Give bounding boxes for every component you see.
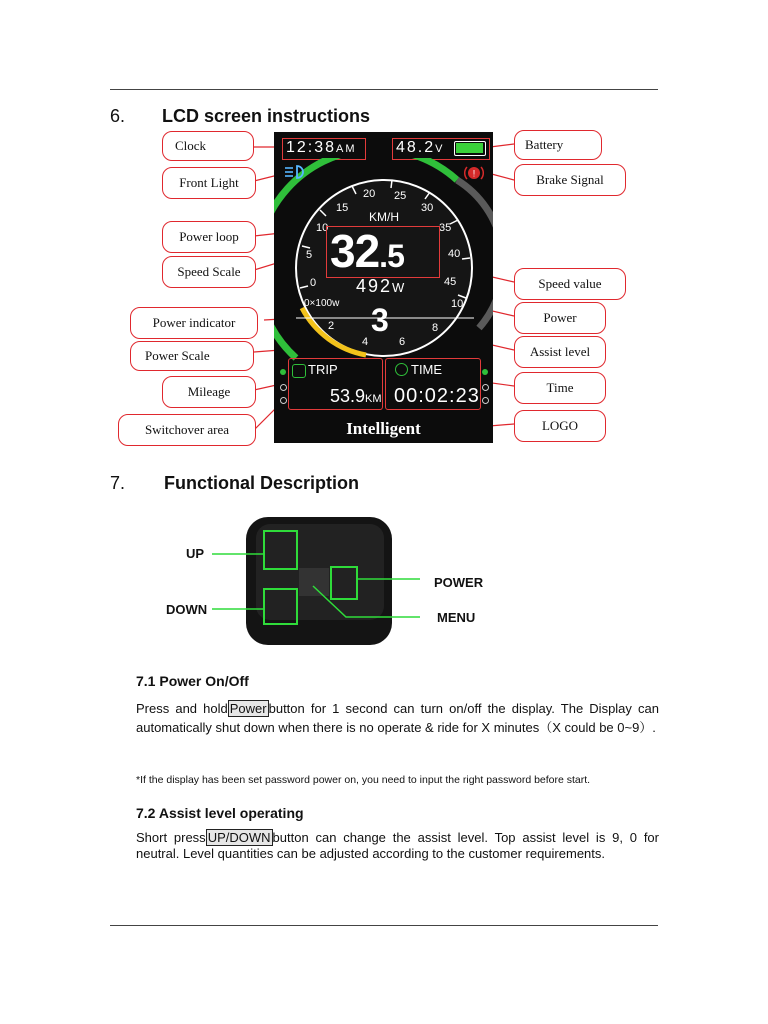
power-tick-label: 10 — [451, 298, 464, 310]
menu-button — [299, 568, 329, 596]
callout-switchover-area: Switchover area — [118, 414, 256, 446]
callout-logo: LOGO — [514, 410, 606, 442]
power-button-ref: Power — [229, 701, 267, 716]
section-6-title: LCD screen instructions — [162, 106, 371, 126]
section-7-1-title: 7.1 Power On/Off — [136, 673, 249, 689]
speed-tick-label: 30 — [421, 202, 434, 214]
label-up: UP — [186, 546, 205, 561]
s71-text-b: button for 1 second can turn on/off the display. The Display can automatically shut down when there is no operate & ride for X minutes（X could be 0~9）. — [136, 701, 659, 735]
speed-tick-label: 25 — [394, 190, 407, 202]
callout-speed-value: Speed value — [514, 268, 626, 300]
speed-unit: KM/H — [369, 210, 399, 224]
callout-mileage: Mileage — [162, 376, 256, 408]
trip-label: TRIP — [308, 362, 338, 377]
speed-tick-label: 40 — [448, 248, 461, 260]
clock-ampm: AM — [336, 143, 357, 155]
power-tick-label: 2 — [328, 320, 335, 332]
speed-decimal: .5 — [379, 238, 404, 274]
callout-battery: Battery — [514, 130, 602, 160]
up-down-button-ref: UP/DOWN — [207, 830, 271, 845]
section-7-1-note: *If the display has been set password power on, you need to input the right password before start. — [136, 774, 591, 786]
section-7-2-body — [136, 830, 659, 862]
speed-integer: 32 — [330, 225, 380, 277]
label-power: POWER — [434, 575, 484, 590]
s72-text-b: button can change the assist level. Top assist level is 9, 0 for neutral. Level quantities can be adjusted according to the customer requirements. — [136, 830, 659, 861]
speed-tick-label: 10 — [316, 222, 329, 234]
voltage-value: 48.2 — [396, 139, 436, 156]
section-7-2-title: 7.2 Assist level operating — [136, 805, 304, 821]
section-6-number: 6. — [110, 106, 126, 126]
speed-tick-label: 15 — [336, 202, 349, 214]
bottom-rule — [110, 925, 658, 926]
callout-clock: Clock — [162, 131, 254, 161]
section-7-title: Functional Description — [164, 473, 360, 493]
power-multiplier: 0×100w — [304, 298, 340, 309]
speed-tick-label: 0 — [310, 277, 317, 289]
assist-level: 3 — [371, 302, 389, 338]
lcd-logo: Intelligent — [346, 419, 421, 438]
power-tick-label: 4 — [362, 336, 369, 348]
section-7-number: 7. — [110, 473, 126, 493]
speed-tick-label: 20 — [363, 188, 376, 200]
power-unit: W — [392, 280, 407, 295]
trip-value: 53.9 — [330, 386, 366, 406]
callout-power-scale: Power Scale — [130, 341, 254, 371]
power-value: 492 — [356, 276, 393, 296]
time-label: TIME — [411, 362, 443, 377]
section-7-1-body — [136, 699, 659, 737]
s72-text-a: Short press — [136, 830, 206, 845]
callout-time: Time — [514, 372, 606, 404]
trip-unit: KM — [365, 393, 382, 405]
s71-text-a: Press and hold — [136, 701, 228, 716]
callout-power: Power — [514, 302, 606, 334]
svg-text:!: ! — [472, 168, 476, 179]
label-menu: MENU — [437, 610, 476, 625]
speed-tick-label: 5 — [306, 249, 313, 261]
power-tick-label: 8 — [432, 322, 439, 334]
callout-power-loop: Power loop — [162, 221, 256, 253]
time-value: 00:02:23 — [394, 385, 480, 407]
speed-tick-label: 35 — [439, 222, 452, 234]
callout-assist-level: Assist level — [514, 336, 606, 368]
voltage-unit: V — [435, 143, 445, 155]
callout-brake-signal: Brake Signal — [514, 164, 626, 196]
speed-tick-label: 45 — [444, 276, 457, 288]
power-tick-label: 6 — [399, 336, 406, 348]
label-down: DOWN — [166, 602, 208, 617]
callout-power-indicator: Power indicator — [130, 307, 258, 339]
callout-speed-scale: Speed Scale — [162, 256, 256, 288]
clock-time: 12:38 — [286, 139, 337, 156]
callout-front-light: Front Light — [162, 167, 256, 199]
